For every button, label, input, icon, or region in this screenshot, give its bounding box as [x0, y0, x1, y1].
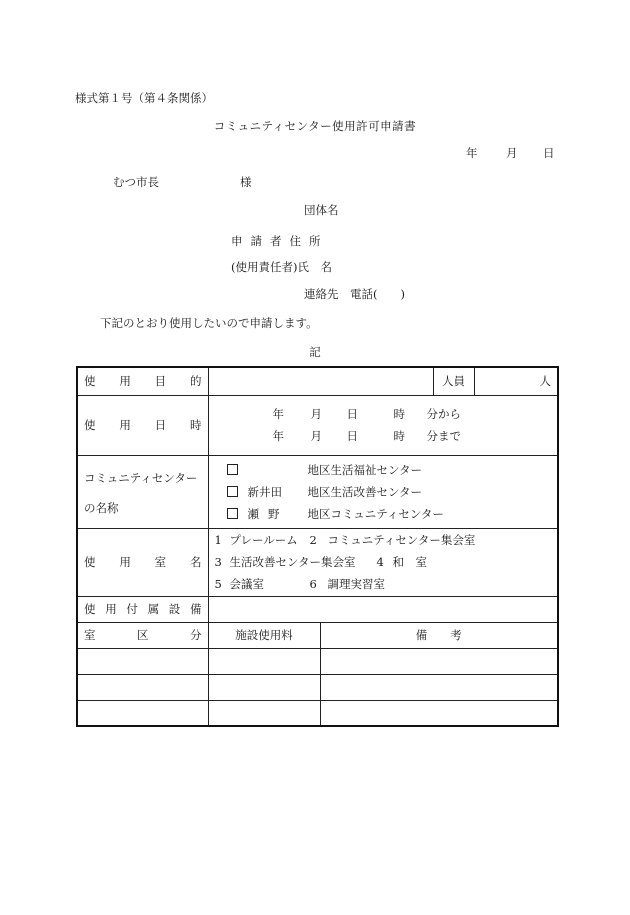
people-unit: 人: [539, 374, 551, 389]
dt-from-day: 日: [346, 407, 358, 421]
group-name-label: 団体名: [304, 203, 339, 217]
room-no: 4: [376, 555, 384, 569]
facility-name: 地区生活改善センター: [307, 484, 423, 499]
dt-from-min: 分から: [426, 407, 461, 421]
facility-place: 瀬野: [247, 506, 289, 521]
room-no: 3: [214, 555, 222, 569]
room-label: 使用室名: [77, 528, 208, 596]
datetime-row: [77, 395, 558, 455]
room-options: [208, 528, 558, 596]
checkbox[interactable]: [227, 464, 238, 475]
dt-to-day: 日: [346, 429, 358, 443]
checkbox[interactable]: [227, 508, 238, 519]
fee-cell[interactable]: [208, 648, 320, 674]
contact-phone-label: 連絡先 電話( ): [304, 287, 405, 301]
room-name: コミュニティセンター集会室: [327, 533, 476, 547]
dt-to-min: 分まで: [426, 429, 461, 443]
ki-heading: 記: [309, 345, 321, 359]
category-cell[interactable]: [77, 648, 208, 674]
addressee-suffix: 様: [240, 175, 252, 189]
facility-options: [208, 455, 558, 528]
form-number: 様式第１号（第４条関係）: [75, 91, 213, 105]
purpose-label: 使用目的: [77, 367, 208, 395]
remarks-label: 備 考: [320, 622, 558, 648]
room-option-line[interactable]: [215, 573, 552, 595]
responsible-name-label: (使用責任者)氏 名: [231, 260, 332, 274]
dt-to-month: 月: [310, 429, 322, 443]
fee-cell[interactable]: [208, 674, 320, 700]
room-no: 1: [214, 533, 222, 547]
facility-option[interactable]: [227, 481, 552, 503]
purpose-field[interactable]: [208, 367, 433, 395]
dt-from-hour: 時: [393, 407, 405, 421]
people-label: 人員: [433, 367, 474, 395]
room-no: 2: [309, 533, 317, 547]
category-cell[interactable]: [77, 700, 208, 726]
purpose-row: [77, 367, 558, 395]
remarks-cell[interactable]: [320, 700, 558, 726]
facility-option[interactable]: [227, 459, 552, 481]
intro-text: 下記のとおり使用したいので申請します。: [100, 316, 318, 330]
room-name: 和 室: [392, 555, 427, 569]
facility-row: [77, 455, 558, 528]
datetime-field[interactable]: [208, 395, 558, 455]
category-cell[interactable]: [77, 674, 208, 700]
remarks-cell[interactable]: [320, 674, 558, 700]
room-row: [77, 528, 558, 596]
datetime-label: 使用日時: [77, 395, 208, 455]
facility-label-line2: の名称: [84, 500, 119, 515]
equipment-field[interactable]: [208, 596, 558, 622]
fee-cell[interactable]: [208, 700, 320, 726]
applicant-address-label: 申請者住所: [231, 234, 329, 248]
facility-label: [77, 455, 208, 528]
dt-to-year: 年: [272, 429, 284, 443]
dt-from-year: 年: [272, 407, 284, 421]
room-no: 6: [309, 577, 317, 591]
equipment-row: [77, 596, 558, 622]
room-option-line[interactable]: [215, 529, 552, 551]
date-month-label: 月: [506, 146, 518, 160]
date-year-label: 年: [466, 146, 478, 160]
dt-to-hour: 時: [393, 429, 405, 443]
room-option-line[interactable]: [215, 551, 552, 573]
application-table: [76, 366, 559, 727]
room-name: プレールーム: [229, 533, 298, 547]
datetime-from: [215, 403, 552, 425]
room-name: 会議室: [229, 577, 264, 591]
facility-option[interactable]: [227, 503, 552, 525]
remarks-cell[interactable]: [320, 648, 558, 674]
addressee: むつ市長: [113, 175, 159, 189]
people-field[interactable]: [474, 367, 558, 395]
room-name: 調理実習室: [327, 577, 385, 591]
category-label: 室区分: [77, 622, 208, 648]
equipment-label: 使用付属設備: [77, 596, 208, 622]
fee-label: 施設使用料: [208, 622, 320, 648]
facility-label-line1: コミュニティセンター: [84, 470, 198, 485]
room-name: 生活改善センター集会室: [229, 555, 356, 569]
fee-header-row: [77, 622, 558, 648]
application-date[interactable]: [466, 146, 555, 160]
dt-from-month: 月: [310, 407, 322, 421]
date-day-label: 日: [543, 146, 555, 160]
facility-place: 新井田: [247, 484, 282, 499]
checkbox[interactable]: [227, 486, 238, 497]
document-title: コミュニティセンター使用許可申請書: [213, 119, 417, 133]
fee-row: [77, 700, 558, 726]
facility-name: 地区コミュニティセンター: [307, 506, 444, 521]
fee-row: [77, 674, 558, 700]
facility-name: 地区生活福祉センター: [307, 462, 423, 477]
fee-row: [77, 648, 558, 674]
datetime-to: [215, 425, 552, 447]
room-no: 5: [214, 577, 222, 591]
